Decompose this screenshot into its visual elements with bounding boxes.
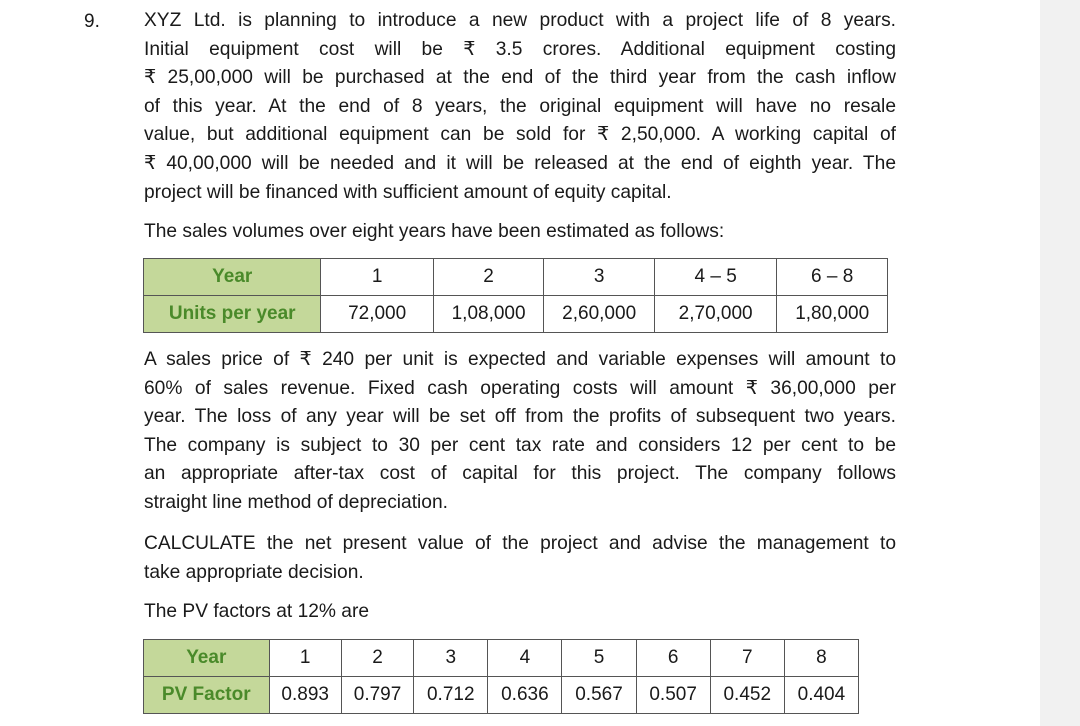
sales-volume-table [143, 258, 888, 333]
text-line: 60% of sales revenue. Fixed cash operating costs will amount ₹ 36,00,000 per [144, 377, 896, 399]
table-row [144, 640, 859, 677]
table-cell: 0.452 [710, 677, 784, 714]
table-cell: 4 [488, 640, 562, 677]
table-cell: 0.567 [562, 677, 636, 714]
paragraph-instruction [144, 530, 896, 587]
text-line: take appropriate decision. [144, 561, 364, 583]
table-cell: 0.404 [784, 677, 858, 714]
table-header-cell: Units per year [144, 296, 321, 333]
paragraph-project-description [144, 7, 896, 207]
table-header-cell: Year [144, 259, 321, 296]
text-line: an appropriate after-tax cost of capital for this project. The company follows [144, 463, 896, 485]
table-header-cell: Year [144, 640, 270, 677]
text-line: A sales price of ₹ 240 per unit is expected and variable expenses will amount to [144, 349, 896, 370]
table-cell: 1,80,000 [777, 296, 888, 333]
pv-factor-table [143, 639, 859, 714]
table-cell: 0.636 [488, 677, 562, 714]
right-sidebar-strip [1040, 0, 1080, 726]
table-cell: 1,08,000 [433, 296, 544, 333]
table-row [144, 259, 888, 296]
table-cell: 0.712 [414, 677, 488, 714]
text-line: The company is subject to 30 per cent tax rate and considers 12 per cent to be [144, 434, 896, 456]
table-row [144, 677, 859, 714]
table-cell: 8 [784, 640, 858, 677]
table-cell: 2 [341, 640, 413, 677]
text-line: XYZ Ltd. is planning to introduce a new product with a project life of 8 years. [144, 10, 896, 31]
table-cell: 0.893 [269, 677, 341, 714]
table-cell: 3 [414, 640, 488, 677]
table-cell: 4 – 5 [654, 259, 776, 296]
pv-intro: The PV factors at 12% are [144, 601, 370, 622]
question-number: 9. [84, 11, 100, 32]
table-cell: 2,70,000 [654, 296, 776, 333]
table-cell: 1 [321, 259, 433, 296]
table-header-cell: PV Factor [144, 677, 270, 714]
table-row [144, 296, 888, 333]
text-line: ₹ 25,00,000 will be purchased at the end of the third year from the cash inflow [144, 67, 896, 89]
text-line: of this year. At the end of 8 years, the original equipment will have no resale [144, 95, 896, 117]
text-line: CALCULATE the net present value of the project and advise the management to [144, 533, 896, 554]
text-line: value, but additional equipment can be sold for ₹ 2,50,000. A working capital of [144, 124, 896, 146]
table-cell: 6 – 8 [777, 259, 888, 296]
table-cell: 1 [269, 640, 341, 677]
table-cell: 0.507 [636, 677, 710, 714]
text-line: ₹ 40,00,000 will be needed and it will be released at the end of eighth year. The [144, 152, 896, 174]
table-cell: 5 [562, 640, 636, 677]
table-cell: 7 [710, 640, 784, 677]
text-line: Initial equipment cost will be ₹ 3.5 crores. Additional equipment costing [144, 38, 896, 60]
paragraph-cost-details [144, 346, 896, 518]
text-line: project will be financed with sufficient amount of equity capital. [144, 181, 672, 203]
table-cell: 72,000 [321, 296, 433, 333]
table-cell: 2,60,000 [544, 296, 655, 333]
table-cell: 0.797 [341, 677, 413, 714]
table-cell: 2 [433, 259, 544, 296]
text-line: straight line method of depreciation. [144, 491, 448, 513]
sales-intro: The sales volumes over eight years have been estimated as follows: [144, 221, 725, 242]
table-cell: 3 [544, 259, 655, 296]
text-line: year. The loss of any year will be set off from the profits of subsequent two years. [144, 406, 896, 428]
table-cell: 6 [636, 640, 710, 677]
